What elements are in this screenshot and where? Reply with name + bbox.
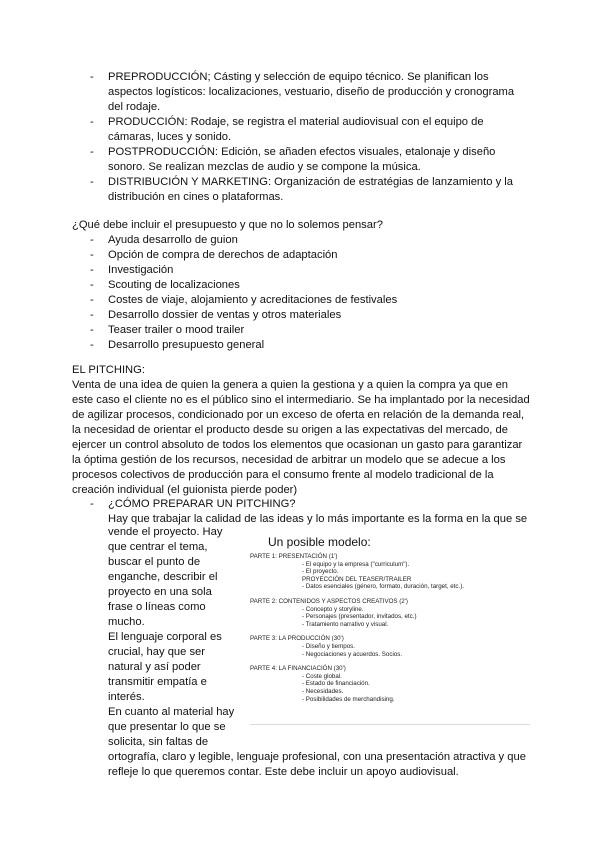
text-line: crucial, hay que ser xyxy=(108,646,206,658)
budget-question: ¿Qué debe incluir el presupuesto y que no lo solemos pensar? xyxy=(72,219,383,231)
modelo-item: - Datos esenciales (género, formato, duración, target, etc.). xyxy=(302,583,464,591)
list-item: - ¿CÓMO PREPARAR UN PITCHING? xyxy=(90,498,296,510)
text-line: solicita, sin faltas de xyxy=(108,736,209,748)
modelo-item: - Negociaciones y acuerdos. Socios. xyxy=(302,650,403,658)
text-line: mucho. xyxy=(108,616,145,628)
how-left-column xyxy=(108,525,258,750)
text-line: transmitir empatía e xyxy=(108,676,207,688)
list-item: - Teaser trailer o mood trailer xyxy=(90,324,245,336)
text-line: interés. xyxy=(108,691,145,703)
how-intro: Hay que trabajar la calidad de las ideas y lo más importante es la forma en la que se xyxy=(108,513,528,525)
list-item: - Desarrollo dossier de ventas y otros materiales xyxy=(90,309,342,321)
modelo-part xyxy=(250,553,530,591)
list-item: - Opción de compra de derechos de adaptación xyxy=(90,249,338,261)
text-line: vende el proyecto. Hay xyxy=(108,526,223,538)
text-line: que centrar el tema, xyxy=(108,541,208,553)
list-item: - Desarrollo presupuesto general xyxy=(90,339,265,351)
phases-list xyxy=(90,70,528,205)
list-item: - Costes de viaje, alojamiento y acreditaciones de festivales xyxy=(90,294,398,306)
text-line: que presentar lo que se xyxy=(108,721,226,733)
list-item: - Investigación xyxy=(90,264,174,276)
modelo-item: PROYECCIÓN DEL TEASER/TRAILER xyxy=(302,575,412,583)
pitching-paragraph: Venta de una idea de quien la genera a quien la gestiona y a quien la compra ya que en este caso el cliente no es el público sino el intermediario. Se ha implantado por la necesidad de agilizar procesos, condicionado por un exceso de oferta en relación de la demanda real, la necesidad de orientar el producto desde su origen a las expectativas del mercado, de ejercer un control absoluto de todos los elementos que ocasionan un gasto para garantizar la óptima gestión de los recursos, necesidad de arbitrar un modelo que se adecue a los procesos colectivos de producción para el consumo frente al modelo tradicional de la creación individual (el guionista pierde poder) xyxy=(72,379,530,496)
text-line: proyecto en una sola xyxy=(108,586,212,598)
text-line: El lenguaje corporal es xyxy=(108,631,222,643)
text-line: enganche, describir el xyxy=(108,571,218,583)
modelo-item: - Tratamiento narrativo y visual. xyxy=(302,620,389,628)
pitching-title: EL PITCHING: xyxy=(72,364,145,376)
modelo-part-heading: PARTE 3: LA PRODUCCIÓN (30') xyxy=(250,635,344,643)
modelo-item: - Posibilidades de merchandising. xyxy=(302,695,395,703)
modelo-item: - Coste global. xyxy=(302,672,342,680)
modelo-item: - Necesidades. xyxy=(302,687,344,695)
modelo-figure xyxy=(250,553,530,703)
modelo-part-heading: PARTE 1: PRESENTACIÓN (1') xyxy=(250,553,338,560)
modelo-item: - Personajes (presentador, invitados, etc.) xyxy=(302,613,417,621)
budget-list xyxy=(90,233,528,353)
list-item: - PRODUCCIÓN: Rodaje, se registra el material audiovisual con el equipo de cámaras, luces y sonido. xyxy=(90,116,484,143)
text-line: frase o líneas como xyxy=(108,601,206,613)
figure-divider xyxy=(250,724,530,725)
how-title: ¿CÓMO PREPARAR UN PITCHING? xyxy=(108,498,296,510)
list-item: - POSTPRODUCCIÓN: Edición, se añaden efectos visuales, etalonaje y diseño sonoro. Se realizan mezclas de audio y se compone la música. xyxy=(90,146,496,173)
list-item: - DISTRIBUCIÓN Y MARKETING: Organización de estratégias de lanzamiento y la distribución en cines o plataformas. xyxy=(90,176,513,203)
modelo-part xyxy=(250,598,530,628)
modelo-item: - El equipo y la empresa ("curriculum"). xyxy=(302,560,410,568)
how-list xyxy=(90,497,533,512)
modelo-part xyxy=(250,665,530,703)
modelo-item: - El proyecto. xyxy=(302,568,339,576)
text-line: buscar el punto de xyxy=(108,556,201,568)
modelo-part-heading: PARTE 2: CONTENIDOS Y ASPECTOS CREATIVOS (2') xyxy=(250,597,408,605)
text-line: En cuanto al material hay xyxy=(108,706,235,718)
modelo-title: Un posible modelo: xyxy=(268,535,371,549)
modelo-part-heading: PARTE 4: LA FINANCIACIÓN (30') xyxy=(250,665,346,673)
list-item: - Scouting de localizaciones xyxy=(90,279,240,291)
modelo-item: - Diseño y tiempos. xyxy=(302,642,355,650)
text-line: natural y así poder xyxy=(108,661,201,673)
modelo-item: - Estado de financiación. xyxy=(302,680,370,688)
list-item: - PREPRODUCCIÓN; Cásting y selección de equipo técnico. Se planifican los aspectos logísticos: localizaciones, vestuario, diseño de producción y cronograma del rodaje. xyxy=(90,71,515,113)
list-item: - Ayuda desarrollo de guion xyxy=(90,234,238,246)
modelo-item: - Concepto y storyline. xyxy=(302,605,364,613)
modelo-part xyxy=(250,635,530,658)
how-tail: ortografía, claro y legible, lenguaje profesional, con una presentación atractiva y que refleje lo que queremos contar. Este debe incluir un apoyo audiovisual. xyxy=(108,751,526,778)
